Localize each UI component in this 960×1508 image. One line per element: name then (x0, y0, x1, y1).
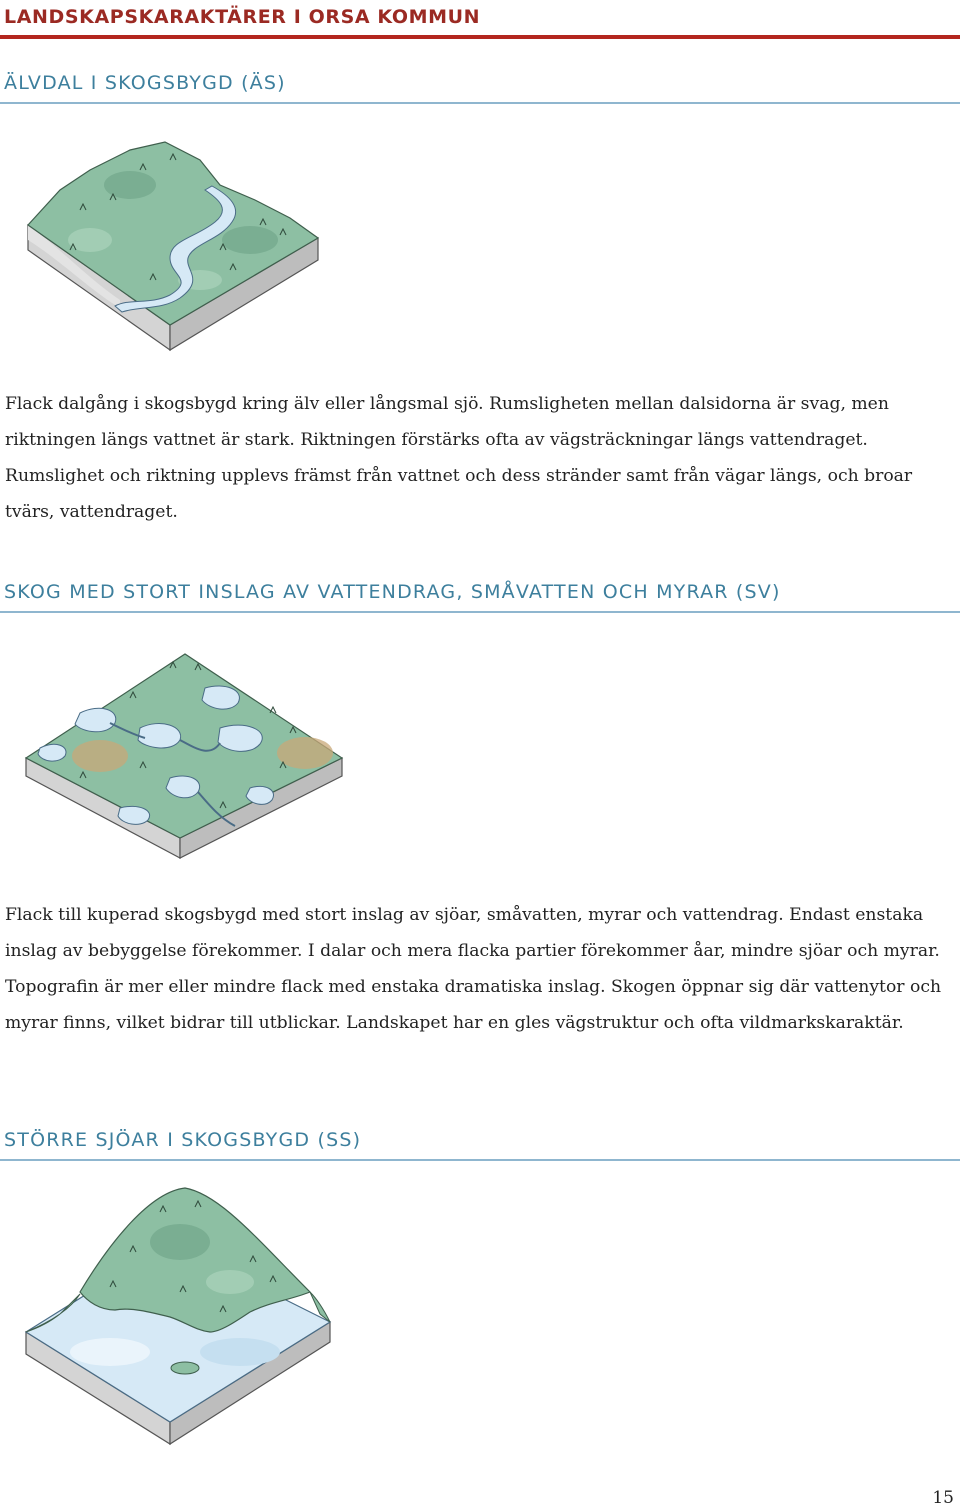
section-rule (0, 102, 960, 104)
section-rule (0, 611, 960, 613)
section-rule (0, 1159, 960, 1161)
forest-ponds-illustration (20, 648, 350, 863)
river-valley-illustration (20, 130, 330, 360)
section-title: STÖRRE SJÖAR I SKOGSBYGD (SS) (4, 1129, 362, 1151)
header-rule (0, 35, 960, 39)
large-lake-illustration (20, 1182, 340, 1452)
section-paragraph-sv: Flack till kuperad skogsbygd med stort inslag av sjöar, småvatten, myrar och vattendrag. Endast enstaka inslag av bebyggelse förekommer. I dalar och mera flacka partier förekommer åar, mindre sjöar och myrar. Topografin är mer eller mindre flack med enstaka dramatiska inslag. Skogen öppnar sig där vattenytor och myrar finns, vilket bidrar till utblickar. Landskapet har en gles vägstruktur och ofta vildmarkskaraktär. (5, 905, 942, 1033)
document-title: LANDSKAPSKARAKTÄRER I ORSA KOMMUN (4, 6, 481, 28)
document-header (0, 0, 960, 40)
section-title: SKOG MED STORT INSLAG AV VATTENDRAG, SMÅVATTEN OCH MYRAR (SV) (4, 581, 781, 603)
section-paragraph-as: Flack dalgång i skogsbygd kring älv eller långsmal sjö. Rumsligheten mellan dalsidorna är svag, men riktningen längs vattnet är stark. Riktningen förstärks ofta av vägsträckningar längs vattendraget. Rumslighet och riktning upplevs främst från vattnet och dess stränder samt från vägar längs, och broar tvärs, vattendraget. (5, 394, 913, 522)
page-number: 15 (932, 1488, 954, 1508)
section-title: ÄLVDAL I SKOGSBYGD (ÄS) (4, 72, 286, 94)
